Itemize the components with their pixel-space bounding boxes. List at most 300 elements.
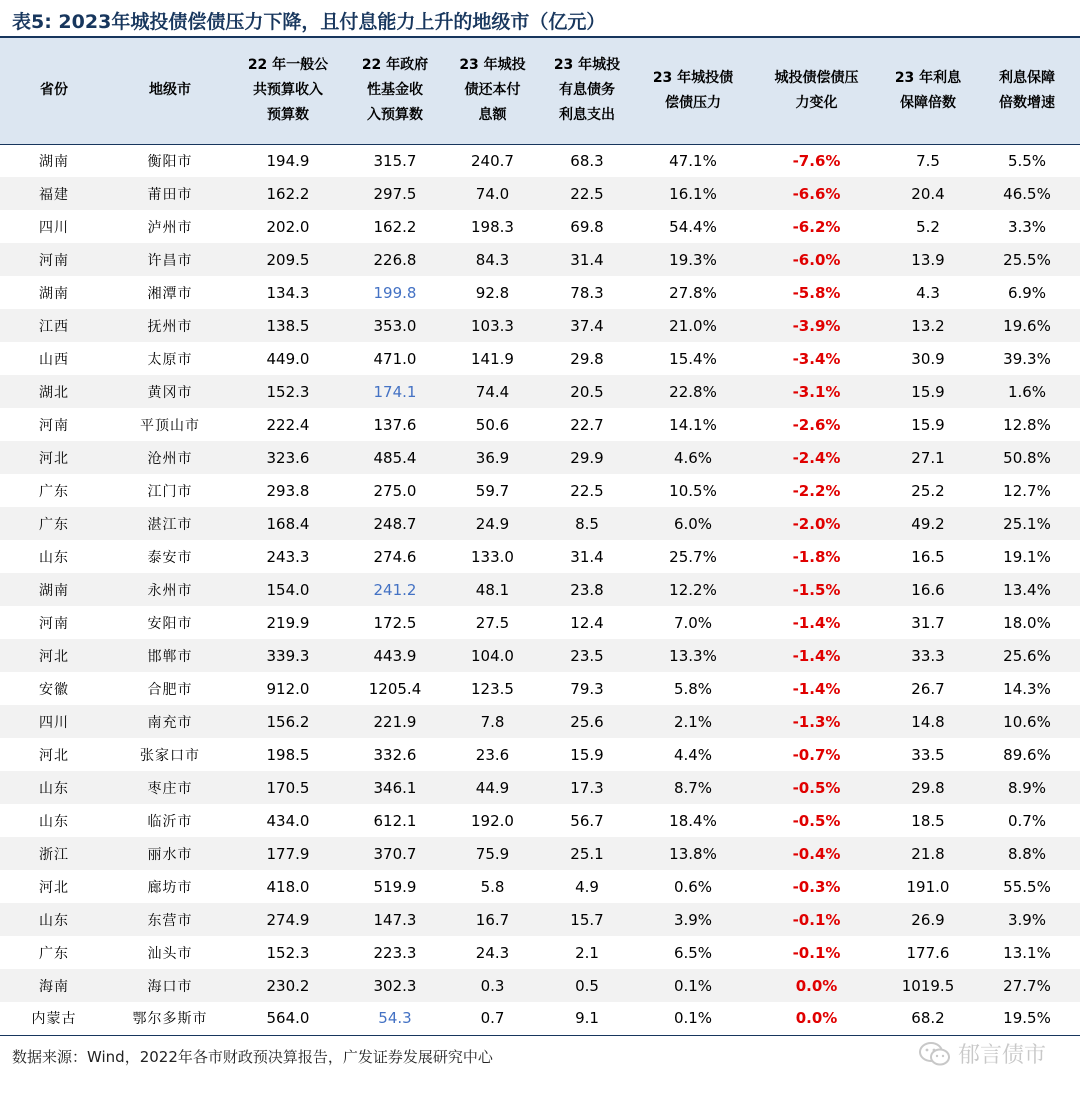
- table-cell: 275.0: [373, 481, 417, 500]
- column-header-line: 有息债务: [559, 82, 615, 99]
- table-cell: 2.1%: [673, 712, 713, 731]
- table-cell: 平顶山市: [140, 417, 200, 434]
- table-cell: 16.5: [911, 547, 945, 566]
- table-cell: 44.9: [475, 778, 510, 797]
- table-cell: 廊坊市: [147, 879, 193, 896]
- table-cell: 13.4%: [1003, 580, 1051, 599]
- column-header-line: 22 年政府: [361, 57, 429, 74]
- table-cell: 25.1%: [1003, 514, 1051, 533]
- table-cell: -1.3%: [792, 712, 841, 731]
- table-cell: 315.7: [373, 151, 417, 170]
- table-cell: 1.6%: [1007, 382, 1047, 401]
- table-cell: 222.4: [266, 415, 310, 434]
- table-cell: 912.0: [266, 679, 310, 698]
- column-header-line: 23 年城投: [459, 57, 526, 74]
- table-cell: 23.5: [570, 646, 604, 665]
- table-row: [0, 573, 1080, 606]
- table-cell: 104.0: [471, 646, 514, 665]
- table-cell: 8.9%: [1007, 778, 1047, 797]
- table-cell: 192.0: [471, 811, 514, 830]
- table-cell: -3.9%: [792, 316, 841, 335]
- table-row: [0, 969, 1080, 1002]
- table-cell: 9.1: [539, 1002, 635, 1035]
- table-cell: 海口市: [147, 978, 193, 995]
- table-cell: 4.9: [575, 877, 599, 896]
- table-cell: 1205.4: [368, 679, 422, 698]
- table-cell: 612.1: [373, 811, 417, 830]
- table-cell: 3.9%: [673, 910, 713, 929]
- table-cell: 4.3: [916, 283, 940, 302]
- table-cell: 25.2: [911, 481, 945, 500]
- table-cell: 安徽: [39, 681, 69, 698]
- table-cell: 68.2: [882, 1002, 974, 1035]
- table-cell: 东营市: [147, 912, 193, 929]
- column-header: [344, 38, 446, 144]
- column-header: [751, 38, 882, 144]
- column-header: [0, 38, 108, 144]
- table-cell: 75.9: [475, 844, 510, 863]
- table-cell: 湘潭市: [147, 285, 193, 302]
- table-row: [0, 705, 1080, 738]
- table-cell: 湛江市: [147, 516, 193, 533]
- table-cell: 太原市: [147, 351, 193, 368]
- table-cell: 张家口市: [140, 747, 200, 764]
- table-cell: 84.3: [475, 250, 510, 269]
- table-cell: 0.1%: [635, 1002, 751, 1035]
- table-cell: 209.5: [266, 250, 310, 269]
- table-cell: -6.0%: [792, 250, 841, 269]
- watermark-text: 郁言债市: [957, 1043, 1046, 1068]
- column-header-line: 地级市: [149, 82, 191, 99]
- column-header-line: 保障倍数: [900, 94, 956, 111]
- table-cell: 6.5%: [673, 943, 713, 962]
- table-cell: 162.2: [266, 184, 310, 203]
- column-header-line: 利息保障: [999, 69, 1055, 86]
- table-cell: 177.6: [906, 943, 950, 962]
- page-title: 表5: 2023年城投债偿债压力下降，且付息能力上升的地级市（亿元）: [12, 11, 606, 33]
- column-header: [539, 38, 635, 144]
- table-row: [0, 177, 1080, 210]
- table-cell: 23.6: [475, 745, 510, 764]
- table-cell: 6.9%: [1007, 283, 1047, 302]
- table-cell: 22.5: [570, 184, 604, 203]
- table-cell: 枣庄市: [147, 780, 193, 797]
- table-cell: 13.8%: [669, 844, 717, 863]
- table-cell: 四川: [39, 219, 69, 236]
- table-row: [0, 144, 1080, 177]
- column-header-line: 入预算数: [367, 107, 423, 124]
- table-cell: 33.3: [911, 646, 945, 665]
- table-cell: 5.8%: [673, 679, 713, 698]
- table-cell: 4.6%: [673, 448, 713, 467]
- table-cell: 27.1: [911, 448, 945, 467]
- table-cell: 449.0: [266, 349, 310, 368]
- table-cell: 8.5: [575, 514, 599, 533]
- table-cell: -2.6%: [792, 415, 841, 434]
- header-row: [0, 38, 1080, 144]
- table-cell: 174.1: [373, 382, 417, 401]
- table-cell: 南充市: [147, 714, 193, 731]
- table-cell: 泰安市: [147, 549, 193, 566]
- table-cell: 广东: [39, 945, 69, 962]
- column-header-line: 共预算收入: [253, 82, 323, 99]
- table-cell: 抚州市: [147, 318, 193, 335]
- table-cell: 丽水市: [147, 846, 193, 863]
- table-cell: 河南: [39, 252, 69, 269]
- table-cell: 202.0: [266, 217, 310, 236]
- table-cell: 7.0%: [673, 613, 713, 632]
- column-header: [446, 38, 539, 144]
- table-cell: 河北: [39, 450, 69, 467]
- table-cell: 133.0: [471, 547, 514, 566]
- table-cell: 0.3: [480, 976, 505, 995]
- table-cell: 137.6: [373, 415, 417, 434]
- table-cell: 27.7%: [1003, 976, 1051, 995]
- table-cell: 0.0%: [795, 976, 838, 995]
- table-cell: 14.1%: [669, 415, 717, 434]
- table-cell: 177.9: [266, 844, 310, 863]
- table-cell: 339.3: [266, 646, 310, 665]
- table-cell: 汕头市: [147, 945, 193, 962]
- table-cell: 55.5%: [1003, 877, 1051, 896]
- table-cell: 79.3: [570, 679, 604, 698]
- table-cell: 0.7: [446, 1002, 539, 1035]
- table-row: [0, 837, 1080, 870]
- table-cell: -1.4%: [792, 646, 841, 665]
- table-cell: 194.9: [266, 151, 310, 170]
- table-cell: 0.7%: [1007, 811, 1047, 830]
- table-cell: 0.0%: [751, 1002, 882, 1035]
- table-cell: 22.5: [570, 481, 604, 500]
- table-cell: 156.2: [266, 712, 310, 731]
- table-cell: 5.8: [480, 877, 505, 896]
- table-cell: 5.5%: [1007, 151, 1047, 170]
- table-cell: 21.8: [911, 844, 945, 863]
- table-cell: 37.4: [570, 316, 604, 335]
- table-cell: 2.1: [575, 943, 599, 962]
- table-cell: 141.9: [471, 349, 514, 368]
- table-row: [0, 870, 1080, 903]
- table-cell: 50.8%: [1003, 448, 1051, 467]
- table-cell: 274.6: [373, 547, 417, 566]
- table-cell: 25.6: [570, 712, 604, 731]
- table-cell: 230.2: [266, 976, 310, 995]
- table-cell: 78.3: [570, 283, 604, 302]
- table-cell: 302.3: [373, 976, 417, 995]
- table-cell: 26.9: [911, 910, 945, 929]
- table-cell: -2.2%: [792, 481, 841, 500]
- column-header-line: 倍数增速: [999, 94, 1055, 111]
- table-cell: 519.9: [373, 877, 417, 896]
- table-cell: 29.9: [570, 448, 604, 467]
- column-header-line: 22 年一般公: [247, 57, 329, 74]
- column-header-line: 省份: [40, 82, 68, 99]
- table-cell: 24.9: [475, 514, 510, 533]
- table-cell: 23.8: [570, 580, 604, 599]
- table-cell: 山东: [39, 912, 69, 929]
- table-cell: 50.6: [475, 415, 510, 434]
- table-cell: 山东: [39, 549, 69, 566]
- table-cell: 浙江: [39, 846, 69, 863]
- table-cell: -1.5%: [792, 580, 841, 599]
- table-cell: 25.7%: [669, 547, 717, 566]
- table-cell: 0.6%: [673, 877, 713, 896]
- table-row: [0, 408, 1080, 441]
- table-cell: 湖南: [39, 153, 69, 170]
- column-header: [232, 38, 344, 144]
- column-header-line: 债还本付: [464, 82, 521, 99]
- table-row: [0, 474, 1080, 507]
- column-header-line: 23 年利息: [894, 69, 962, 86]
- table-cell: 152.3: [266, 943, 310, 962]
- table-cell: 邯郸市: [147, 648, 193, 665]
- table-cell: 7.8: [480, 712, 505, 731]
- table-cell: -2.0%: [792, 514, 841, 533]
- table-cell: 152.3: [266, 382, 310, 401]
- table-header: [0, 38, 1080, 144]
- table-cell: 13.1%: [1003, 943, 1051, 962]
- table-cell: 49.2: [911, 514, 945, 533]
- table-cell: 198.5: [266, 745, 310, 764]
- table-cell: 68.3: [570, 151, 604, 170]
- table-cell: 沧州市: [147, 450, 193, 467]
- table-cell: 29.8: [570, 349, 604, 368]
- table-cell: 黄冈市: [147, 384, 193, 401]
- table-cell: 353.0: [373, 316, 417, 335]
- column-header-line: 力变化: [795, 94, 838, 111]
- table-row: [0, 639, 1080, 672]
- table-cell: -6.2%: [792, 217, 841, 236]
- column-header: [635, 38, 751, 144]
- table-cell: 199.8: [373, 283, 417, 302]
- table-cell: 6.0%: [673, 514, 713, 533]
- table-cell: 临沂市: [147, 813, 193, 830]
- table-cell: 泸州市: [147, 219, 193, 236]
- table-cell: 138.5: [266, 316, 310, 335]
- table-cell: -0.7%: [792, 745, 841, 764]
- table-cell: 12.7%: [1003, 481, 1051, 500]
- table-cell: 海南: [39, 978, 69, 995]
- table-cell: 18.4%: [669, 811, 717, 830]
- table-cell: 0.1%: [673, 976, 713, 995]
- table-row: [0, 771, 1080, 804]
- table-cell: -1.8%: [792, 547, 841, 566]
- table-cell: 莆田市: [147, 186, 193, 203]
- table-cell: 18.5: [911, 811, 945, 830]
- table-cell: 16.7: [475, 910, 510, 929]
- table-cell: 443.9: [373, 646, 417, 665]
- column-header-line: 23 年城投: [553, 57, 621, 74]
- table-cell: 123.5: [471, 679, 514, 698]
- table-cell: -0.5%: [792, 811, 841, 830]
- table-cell: 广东: [39, 516, 69, 533]
- table-cell: 湖南: [39, 582, 69, 599]
- table-row: [0, 804, 1080, 837]
- table-cell: 0.5: [575, 976, 599, 995]
- table-cell: 471.0: [373, 349, 417, 368]
- wechat-icon: [918, 1041, 952, 1067]
- table-cell: 山东: [39, 813, 69, 830]
- table-cell: 25.5%: [1003, 250, 1051, 269]
- table-cell: 27.5: [475, 613, 510, 632]
- table-cell: 33.5: [911, 745, 945, 764]
- table-cell: 147.3: [373, 910, 417, 929]
- table-cell: 89.6%: [1003, 745, 1051, 764]
- table-cell: -2.4%: [792, 448, 841, 467]
- table-cell: -0.1%: [792, 910, 841, 929]
- table-cell: 243.3: [266, 547, 310, 566]
- table-cell: 安阳市: [147, 615, 193, 632]
- table-cell: 21.0%: [669, 316, 717, 335]
- table-cell: 418.0: [266, 877, 310, 896]
- table-cell: 223.3: [373, 943, 417, 962]
- table-cell: 山西: [39, 351, 69, 368]
- table-cell: 13.9: [911, 250, 945, 269]
- table-row: [0, 540, 1080, 573]
- table-cell: 20.5: [570, 382, 604, 401]
- table-cell: 湖南: [39, 285, 69, 302]
- table-cell: -0.3%: [792, 877, 841, 896]
- column-header-line: 利息支出: [559, 107, 615, 124]
- table-cell: 合肥市: [147, 681, 193, 698]
- table-cell: 山东: [39, 780, 69, 797]
- column-header-line: 性基金收: [367, 82, 423, 99]
- table-cell: -7.6%: [792, 151, 841, 170]
- table-cell: 18.0%: [1003, 613, 1051, 632]
- table-cell: 12.4: [570, 613, 604, 632]
- table-cell: 19.5%: [974, 1002, 1080, 1035]
- table-cell: -6.6%: [792, 184, 841, 203]
- table-cell: 永州市: [147, 582, 193, 599]
- table-cell: 30.9: [911, 349, 945, 368]
- table-cell: 297.5: [373, 184, 417, 203]
- table-row: [0, 903, 1080, 936]
- table-cell: 27.8%: [669, 283, 717, 302]
- table-cell: 59.7: [475, 481, 510, 500]
- table-cell: 衡阳市: [147, 153, 193, 170]
- table-cell: 221.9: [373, 712, 417, 731]
- table-cell: 219.9: [266, 613, 310, 632]
- table-row: [0, 507, 1080, 540]
- table-cell: 25.6%: [1003, 646, 1051, 665]
- table-cell: 168.4: [266, 514, 310, 533]
- table-cell: 7.5: [916, 151, 940, 170]
- table-cell: 54.3: [344, 1002, 446, 1035]
- table-cell: 162.2: [373, 217, 417, 236]
- table-cell: 48.1: [475, 580, 510, 599]
- table-cell: 47.1%: [669, 151, 717, 170]
- table-cell: 13.2: [911, 316, 945, 335]
- table-cell: 16.6: [911, 580, 945, 599]
- table-cell: 323.6: [266, 448, 310, 467]
- table-cell: 26.7: [911, 679, 945, 698]
- table-cell: 河北: [39, 879, 69, 896]
- table-cell: 鄂尔多斯市: [108, 1002, 232, 1035]
- watermark: [918, 1038, 1046, 1069]
- table-row: [0, 738, 1080, 771]
- table-cell: 434.0: [266, 811, 310, 830]
- table-cell: 13.3%: [669, 646, 717, 665]
- table-cell: 36.9: [475, 448, 510, 467]
- table-row: [0, 375, 1080, 408]
- table-cell: 240.7: [471, 151, 514, 170]
- table-cell: 江西: [39, 318, 69, 335]
- table-cell: 四川: [39, 714, 69, 731]
- table-cell: 8.8%: [1007, 844, 1047, 863]
- table-cell: -1.4%: [792, 679, 841, 698]
- table-cell: 92.8: [475, 283, 510, 302]
- table-cell: 24.3: [475, 943, 510, 962]
- table-cell: 19.6%: [1003, 316, 1051, 335]
- table-cell: 1019.5: [901, 976, 955, 995]
- table-cell: 22.8%: [669, 382, 717, 401]
- table-cell: 22.7: [570, 415, 604, 434]
- table-cell: 54.4%: [669, 217, 717, 236]
- table-cell: -0.1%: [792, 943, 841, 962]
- table-cell: 20.4: [911, 184, 945, 203]
- table-cell: -3.4%: [792, 349, 841, 368]
- table-row: [0, 1002, 1080, 1035]
- table-cell: 19.1%: [1003, 547, 1051, 566]
- table-cell: 江门市: [147, 483, 193, 500]
- table-cell: 46.5%: [1003, 184, 1051, 203]
- table-cell: 134.3: [266, 283, 310, 302]
- table-cell: 39.3%: [1003, 349, 1051, 368]
- table-cell: 17.3: [570, 778, 604, 797]
- table-cell: 226.8: [373, 250, 417, 269]
- table-cell: 15.9: [911, 382, 945, 401]
- column-header-line: 息额: [478, 107, 507, 124]
- table-row: [0, 342, 1080, 375]
- table-cell: 191.0: [906, 877, 950, 896]
- table-cell: 12.2%: [669, 580, 717, 599]
- column-header-line: 预算数: [267, 107, 309, 124]
- table-cell: 56.7: [570, 811, 604, 830]
- table-cell: 31.4: [570, 250, 604, 269]
- table-cell: 74.4: [475, 382, 510, 401]
- table-cell: 河南: [39, 615, 69, 632]
- table-cell: 564.0: [232, 1002, 344, 1035]
- table-cell: 241.2: [373, 580, 417, 599]
- column-header: [108, 38, 232, 144]
- table-cell: 154.0: [266, 580, 310, 599]
- table-cell: 河北: [39, 648, 69, 665]
- table-cell: 10.5%: [669, 481, 717, 500]
- table-row: [0, 441, 1080, 474]
- table-cell: 16.1%: [669, 184, 717, 203]
- table-cell: 10.6%: [1003, 712, 1051, 731]
- table-cell: 248.7: [373, 514, 417, 533]
- table-cell: 293.8: [266, 481, 310, 500]
- table-cell: 15.7: [570, 910, 604, 929]
- table-cell: 69.8: [570, 217, 604, 236]
- table-cell: 8.7%: [673, 778, 713, 797]
- table-cell: 河南: [39, 417, 69, 434]
- table-cell: 485.4: [373, 448, 417, 467]
- table-cell: 74.0: [475, 184, 510, 203]
- table-cell: 29.8: [911, 778, 945, 797]
- table-cell: 许昌市: [147, 252, 193, 269]
- table-cell: 31.4: [570, 547, 604, 566]
- table-row: [0, 276, 1080, 309]
- table-cell: 5.2: [916, 217, 940, 236]
- table-cell: 172.5: [373, 613, 417, 632]
- column-header: [882, 38, 974, 144]
- table-cell: -5.8%: [792, 283, 841, 302]
- table-cell: 332.6: [373, 745, 417, 764]
- table-cell: 15.9: [570, 745, 604, 764]
- source-note: 数据来源：Wind，2022年各市财政预决算报告，广发证券发展研究中心: [12, 1048, 493, 1066]
